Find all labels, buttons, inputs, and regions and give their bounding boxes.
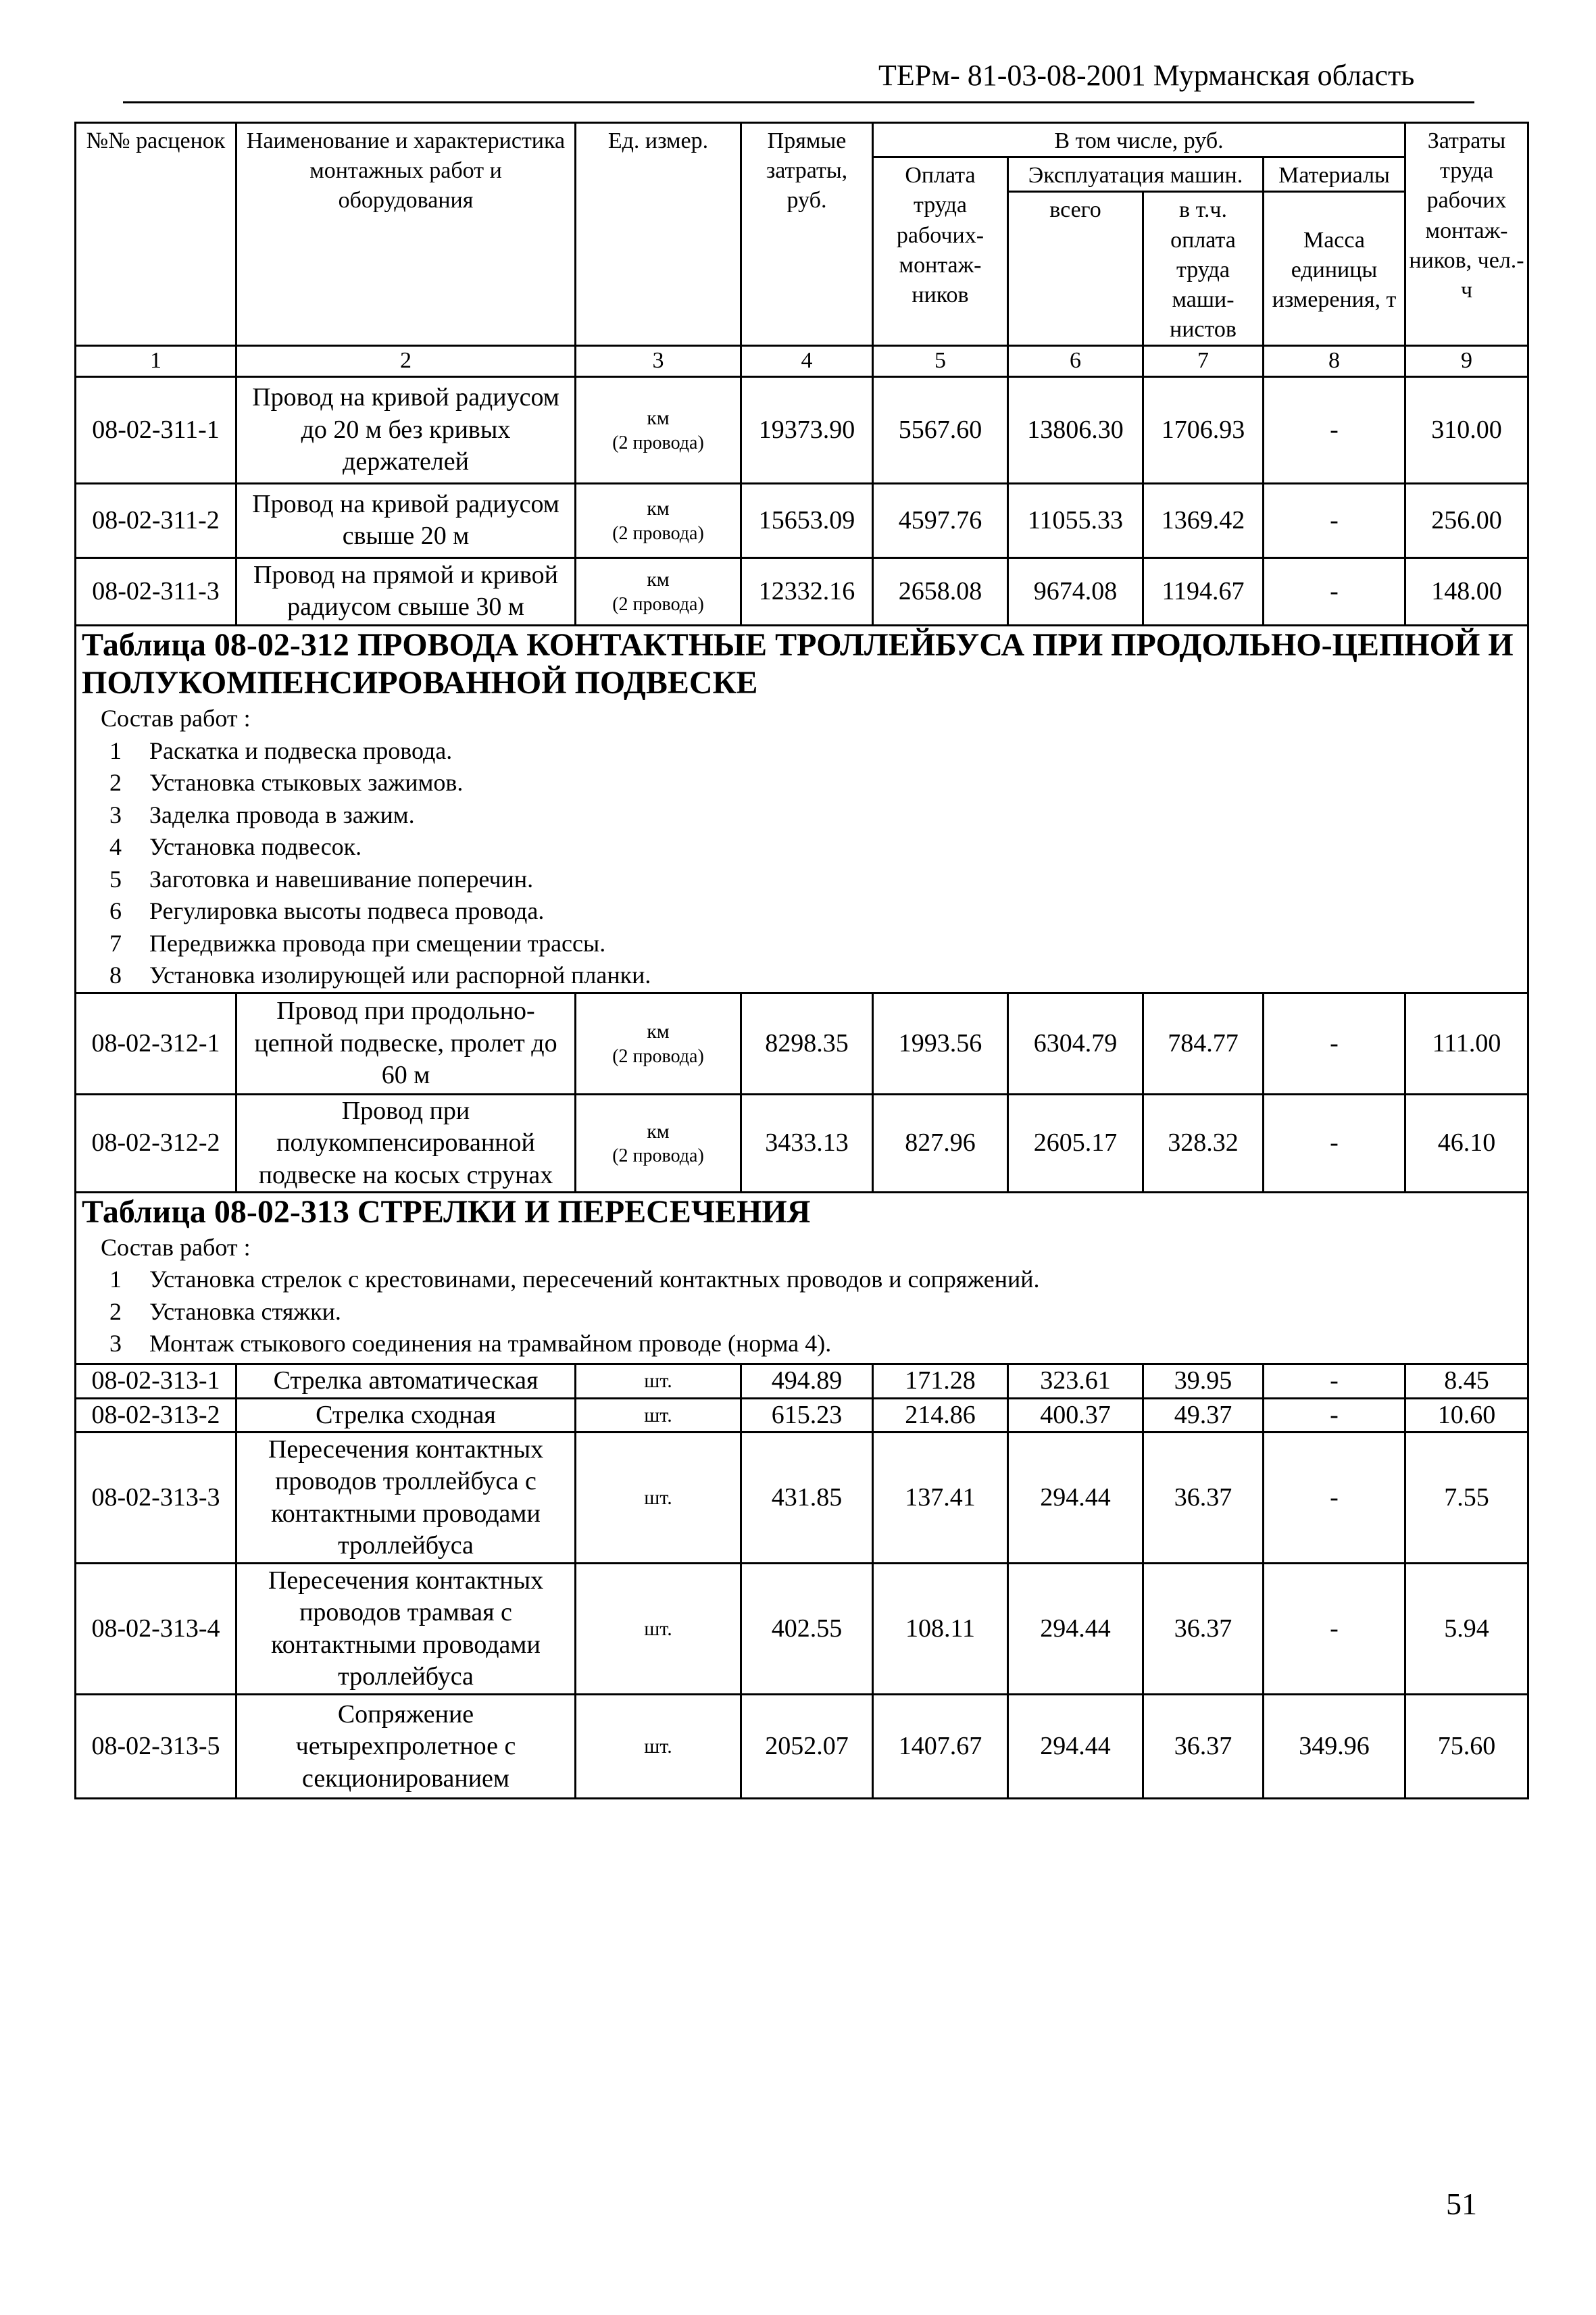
work-item-text: Установка изолирующей или распорной планки. bbox=[149, 962, 651, 989]
labor-cost: 1407.67 bbox=[873, 1695, 1008, 1799]
rate-name: Провод на кривой радиусом свыше 20 м bbox=[236, 483, 576, 557]
rate-unit bbox=[576, 993, 741, 1094]
col-header-mass: Масса единицы измерения, т bbox=[1264, 192, 1405, 346]
work-item bbox=[82, 1296, 1522, 1328]
col-header-direct: Прямые затраты, руб. bbox=[741, 123, 873, 346]
col-header-mach-total: всего bbox=[1008, 192, 1143, 346]
work-item-number: 1 bbox=[109, 737, 122, 764]
labor-cost: 1993.56 bbox=[873, 993, 1008, 1094]
work-item bbox=[82, 895, 1522, 928]
direct-cost: 19373.90 bbox=[741, 376, 873, 483]
work-composition-label: Состав работ : bbox=[101, 705, 251, 732]
labor-cost: 214.86 bbox=[873, 1398, 1008, 1433]
col-number: 1 bbox=[76, 346, 236, 377]
work-item-text: Установка стыковых зажимов. bbox=[149, 769, 464, 797]
section-313 bbox=[76, 1193, 1528, 1364]
rate-unit: шт. bbox=[576, 1695, 741, 1799]
page-number: 51 bbox=[1446, 2187, 1477, 2221]
direct-cost: 431.85 bbox=[741, 1433, 873, 1564]
col-number: 8 bbox=[1264, 346, 1405, 377]
rate-code: 08-02-313-4 bbox=[76, 1564, 236, 1695]
direct-cost: 15653.09 bbox=[741, 483, 873, 557]
machine-labor-cost: 1194.67 bbox=[1143, 557, 1264, 625]
machine-cost: 9674.08 bbox=[1008, 557, 1143, 625]
column-number-row bbox=[76, 346, 1528, 377]
col-number: 6 bbox=[1008, 346, 1143, 377]
work-item-number: 3 bbox=[109, 1330, 122, 1358]
unit-mass: - bbox=[1264, 993, 1405, 1094]
work-item-number: 3 bbox=[109, 801, 122, 828]
section-312-block bbox=[76, 625, 1528, 993]
machine-cost: 6304.79 bbox=[1008, 993, 1143, 1094]
rate-name: Пересечения контактных проводов троллейбуса с контактными проводами троллейбуса bbox=[236, 1433, 576, 1564]
rate-name: Провод при продольно-цепной подвеске, пролет до 60 м bbox=[236, 993, 576, 1094]
machine-cost: 294.44 bbox=[1008, 1433, 1143, 1564]
col-header-unit: Ед. измер. bbox=[576, 123, 741, 346]
work-item-number: 1 bbox=[109, 1266, 122, 1293]
unit-mass: - bbox=[1264, 483, 1405, 557]
machine-cost: 294.44 bbox=[1008, 1564, 1143, 1695]
direct-cost: 2052.07 bbox=[741, 1695, 873, 1799]
labor-hours: 111.00 bbox=[1405, 993, 1528, 1094]
rate-unit: шт. bbox=[576, 1364, 741, 1399]
direct-cost: 402.55 bbox=[741, 1564, 873, 1695]
rate-name: Стрелка сходная bbox=[236, 1398, 576, 1433]
labor-hours: 7.55 bbox=[1405, 1433, 1528, 1564]
work-item-number: 5 bbox=[109, 865, 122, 893]
work-item-text: Регулировка высоты подвеса провода. bbox=[149, 897, 545, 925]
labor-hours: 46.10 bbox=[1405, 1094, 1528, 1193]
rate-name: Стрелка автоматическая bbox=[236, 1364, 576, 1399]
col-header-group: В том числе, руб. bbox=[873, 123, 1405, 157]
machine-labor-cost: 49.37 bbox=[1143, 1398, 1264, 1433]
col-header-name: Наименование и характеристика монтажных работ и оборудования bbox=[236, 123, 576, 346]
labor-cost: 5567.60 bbox=[873, 376, 1008, 483]
unit-qualifier: (2 провода) bbox=[612, 522, 704, 544]
rate-code: 08-02-311-2 bbox=[76, 483, 236, 557]
work-composition-label: Состав работ : bbox=[101, 1233, 251, 1261]
col-number: 4 bbox=[741, 346, 873, 377]
unit-mass: - bbox=[1264, 1564, 1405, 1695]
labor-hours: 256.00 bbox=[1405, 483, 1528, 557]
col-number: 3 bbox=[576, 346, 741, 377]
unit-mass: - bbox=[1264, 376, 1405, 483]
rate-unit: шт. bbox=[576, 1398, 741, 1433]
header-rule bbox=[123, 101, 1474, 103]
unit-qualifier: (2 провода) bbox=[612, 1145, 704, 1167]
work-item bbox=[82, 928, 1522, 960]
machine-cost: 2605.17 bbox=[1008, 1094, 1143, 1193]
work-item-number: 4 bbox=[109, 833, 122, 861]
rate-name: Провод на кривой радиусом до 20 м без кривых держателей bbox=[236, 376, 576, 483]
unit-label: км bbox=[647, 568, 670, 591]
table-row bbox=[76, 1695, 1528, 1799]
work-item-text: Установка подвесок. bbox=[149, 833, 362, 861]
machine-labor-cost: 36.37 bbox=[1143, 1695, 1264, 1799]
machine-labor-cost: 36.37 bbox=[1143, 1564, 1264, 1695]
rate-unit bbox=[576, 557, 741, 625]
unit-mass: 349.96 bbox=[1264, 1695, 1405, 1799]
unit-mass: - bbox=[1264, 1364, 1405, 1399]
rate-unit: шт. bbox=[576, 1564, 741, 1695]
machine-labor-cost: 784.77 bbox=[1143, 993, 1264, 1094]
direct-cost: 615.23 bbox=[741, 1398, 873, 1433]
machine-labor-cost: 39.95 bbox=[1143, 1364, 1264, 1399]
machine-cost: 11055.33 bbox=[1008, 483, 1143, 557]
labor-hours: 10.60 bbox=[1405, 1398, 1528, 1433]
table-row bbox=[76, 1364, 1528, 1399]
labor-cost: 137.41 bbox=[873, 1433, 1008, 1564]
work-item bbox=[82, 864, 1522, 896]
labor-hours: 310.00 bbox=[1405, 376, 1528, 483]
machine-labor-cost: 1706.93 bbox=[1143, 376, 1264, 483]
rate-code: 08-02-313-5 bbox=[76, 1695, 236, 1799]
unit-mass: - bbox=[1264, 1094, 1405, 1193]
labor-hours: 148.00 bbox=[1405, 557, 1528, 625]
unit-qualifier: (2 провода) bbox=[612, 593, 704, 615]
rate-code: 08-02-311-1 bbox=[76, 376, 236, 483]
machine-cost: 13806.30 bbox=[1008, 376, 1143, 483]
rate-name: Провод на прямой и кривой радиусом свыше 30 м bbox=[236, 557, 576, 625]
direct-cost: 8298.35 bbox=[741, 993, 873, 1094]
labor-cost: 827.96 bbox=[873, 1094, 1008, 1193]
labor-hours: 8.45 bbox=[1405, 1364, 1528, 1399]
rate-code: 08-02-313-2 bbox=[76, 1398, 236, 1433]
work-item-text: Заделка провода в зажим. bbox=[149, 801, 415, 828]
table-row bbox=[76, 557, 1528, 625]
work-item bbox=[82, 799, 1522, 832]
col-header-mach-labor: в т.ч. оплата труда маши-нистов bbox=[1143, 192, 1264, 346]
rate-code: 08-02-313-3 bbox=[76, 1433, 236, 1564]
machine-labor-cost: 328.32 bbox=[1143, 1094, 1264, 1193]
work-item-text: Монтаж стыкового соединения на трамвайном проводе (норма 4). bbox=[149, 1330, 832, 1358]
labor-cost: 108.11 bbox=[873, 1564, 1008, 1695]
work-item-number: 6 bbox=[109, 897, 122, 925]
direct-cost: 12332.16 bbox=[741, 557, 873, 625]
unit-label: км bbox=[647, 497, 670, 520]
col-header-machines: Эксплуатация машин. bbox=[1008, 157, 1264, 192]
labor-cost: 4597.76 bbox=[873, 483, 1008, 557]
rate-code: 08-02-312-1 bbox=[76, 993, 236, 1094]
work-item bbox=[82, 1328, 1522, 1360]
section-313-block bbox=[76, 1193, 1528, 1364]
rate-unit bbox=[576, 376, 741, 483]
labor-cost: 2658.08 bbox=[873, 557, 1008, 625]
work-item bbox=[82, 960, 1522, 992]
work-item-text: Заготовка и навешивание поперечин. bbox=[149, 865, 534, 893]
section-312 bbox=[76, 625, 1528, 993]
table-row bbox=[76, 1433, 1528, 1564]
col-number: 7 bbox=[1143, 346, 1264, 377]
machine-cost: 323.61 bbox=[1008, 1364, 1143, 1399]
work-item bbox=[82, 767, 1522, 799]
work-item-number: 2 bbox=[109, 1297, 122, 1325]
rate-name: Пересечения контактных проводов трамвая с контактными проводами троллейбуса bbox=[236, 1564, 576, 1695]
work-item-number: 8 bbox=[109, 962, 122, 989]
machine-cost: 294.44 bbox=[1008, 1695, 1143, 1799]
section-312-title: Таблица 08-02-312 ПРОВОДА КОНТАКТНЫЕ ТРОЛЛЕЙБУСА ПРИ ПРОДОЛЬНО-ЦЕПНОЙ И ПОЛУКОМПЕНСИРОВАННОЙ ПОДВЕСКЕ bbox=[82, 626, 1514, 701]
rate-name: Сопряжение четырехпролетное с секционированием bbox=[236, 1695, 576, 1799]
rate-code: 08-02-311-3 bbox=[76, 557, 236, 625]
table-row bbox=[76, 483, 1528, 557]
unit-qualifier: (2 провода) bbox=[612, 1045, 704, 1067]
machine-cost: 400.37 bbox=[1008, 1398, 1143, 1433]
rate-name: Провод при полукомпенсированной подвеске на косых струнах bbox=[236, 1094, 576, 1193]
table-row bbox=[76, 1398, 1528, 1433]
table-row bbox=[76, 376, 1528, 483]
rate-unit: шт. bbox=[576, 1433, 741, 1564]
work-item-text: Установка стяжки. bbox=[149, 1297, 341, 1325]
work-item-number: 2 bbox=[109, 769, 122, 797]
col-header-hours: Затраты труда рабочих монтаж-ников, чел.-ч bbox=[1405, 123, 1528, 346]
unit-label: км bbox=[647, 1020, 670, 1043]
work-item bbox=[82, 735, 1522, 768]
unit-label: км bbox=[647, 407, 670, 430]
machine-labor-cost: 36.37 bbox=[1143, 1433, 1264, 1564]
work-item-text: Передвижка провода при смещении трассы. bbox=[149, 929, 606, 957]
labor-hours: 75.60 bbox=[1405, 1695, 1528, 1799]
rate-code: 08-02-312-2 bbox=[76, 1094, 236, 1193]
rates-table bbox=[74, 122, 1529, 1799]
unit-label: км bbox=[647, 1120, 670, 1143]
page-header: ТЕРм- 81-03-08-2001 Мурманская область bbox=[878, 59, 1415, 92]
col-number: 9 bbox=[1405, 346, 1528, 377]
labor-hours: 5.94 bbox=[1405, 1564, 1528, 1695]
rate-code: 08-02-313-1 bbox=[76, 1364, 236, 1399]
table-row bbox=[76, 993, 1528, 1094]
work-item bbox=[82, 1264, 1522, 1296]
machine-labor-cost: 1369.42 bbox=[1143, 483, 1264, 557]
work-item-text: Установка стрелок с крестовинами, пересечений контактных проводов и сопряжений. bbox=[149, 1266, 1040, 1293]
col-header-labor: Оплата труда рабочих-монтаж-ников bbox=[873, 157, 1008, 346]
rate-unit bbox=[576, 1094, 741, 1193]
work-item bbox=[82, 831, 1522, 864]
unit-mass: - bbox=[1264, 1433, 1405, 1564]
work-item-number: 7 bbox=[109, 929, 122, 957]
section-313-title: Таблица 08-02-313 СТРЕЛКИ И ПЕРЕСЕЧЕНИЯ bbox=[82, 1194, 811, 1230]
col-number: 2 bbox=[236, 346, 576, 377]
col-header-code: №№ расценок bbox=[76, 123, 236, 346]
col-header-materials: Материалы bbox=[1264, 157, 1405, 192]
table-row bbox=[76, 1564, 1528, 1695]
table-row bbox=[76, 1094, 1528, 1193]
unit-mass: - bbox=[1264, 557, 1405, 625]
work-item-text: Раскатка и подвеска провода. bbox=[149, 737, 453, 764]
rate-unit bbox=[576, 483, 741, 557]
labor-cost: 171.28 bbox=[873, 1364, 1008, 1399]
direct-cost: 494.89 bbox=[741, 1364, 873, 1399]
unit-qualifier: (2 провода) bbox=[612, 432, 704, 453]
col-number: 5 bbox=[873, 346, 1008, 377]
header-row-1 bbox=[76, 123, 1528, 157]
unit-mass: - bbox=[1264, 1398, 1405, 1433]
direct-cost: 3433.13 bbox=[741, 1094, 873, 1193]
